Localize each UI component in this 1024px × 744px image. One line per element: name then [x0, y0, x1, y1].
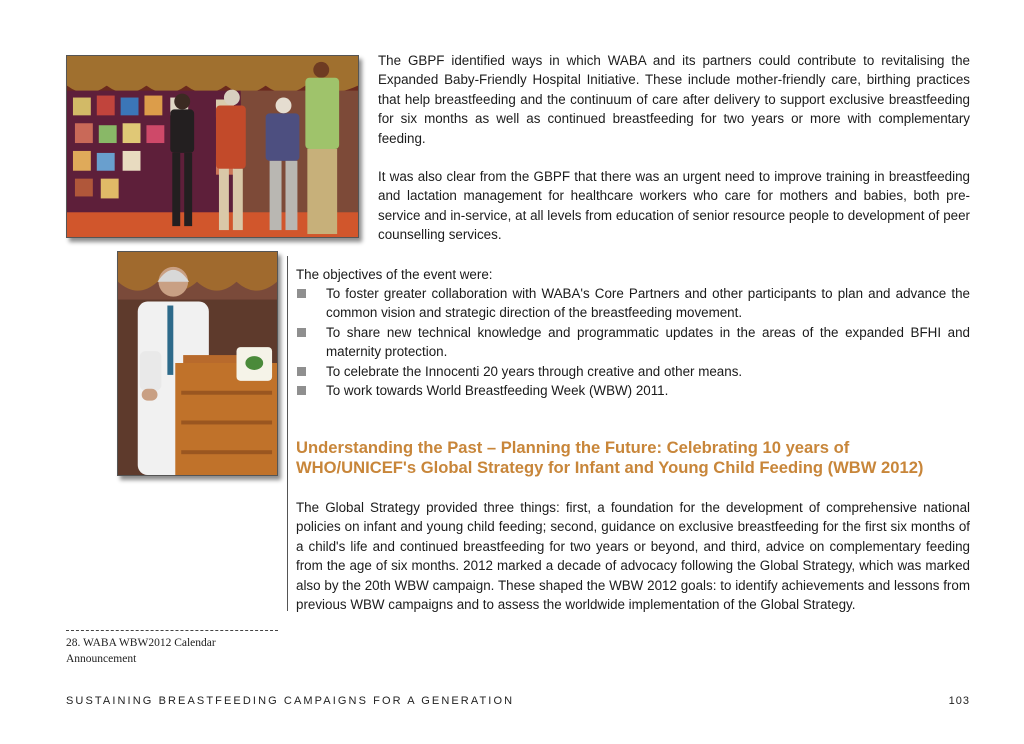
objective-text: To share new technical knowledge and programmatic updates in the areas of the expanded BFHI and maternity protection. — [326, 324, 970, 360]
footnote: 28. WABA WBW2012 Calendar Announcement — [66, 637, 216, 665]
objective-text: To foster greater collaboration with WABA's Core Partners and other participants to plan and advance the common vision and strategic direction of the breastfeeding movement. — [326, 286, 970, 321]
footnote-divider — [66, 630, 278, 631]
intro-paragraph-2: It was also clear from the GBPF that there was an urgent need to improve training in breastfeeding and lactation management for healthcare workers who care for mothers and babies, both pre-service and in-service, at all levels from education of senior resource people to development of peer counselling services. — [378, 169, 970, 243]
list-item — [296, 362, 970, 381]
objectives-intro: The objectives of the event were: — [296, 267, 493, 282]
intro-paragraph-1: The GBPF identified ways in which WABA and its partners could contribute to revitalising the Expanded Baby-Friendly Hospital Initiative. These include mother-friendly care, birthing practices that help breastfeeding and the continuum of care after delivery to support exclusive breastfeeding for six months as well as continued breastfeeding for two years or more with complementary feeding. — [378, 53, 970, 146]
section-heading: Understanding the Past – Planning the Future: Celebrating 10 years of WHO/UNICEF's Global Strategy for Infant and Young Child Feeding (WBW 2012) — [296, 438, 924, 477]
section-body: The Global Strategy provided three things: first, a foundation for the development of comprehensive national policies on infant and young child feeding; second, guidance on exclusive breastfeeding for the first six months of a child's life and continued breastfeeding for two years or beyond, and third, advice on complementary feeding from the age of six months. 2012 marked a decade of advocacy following the Global Strategy, which was marked also by the 20th WBW campaign. These shaped the WBW 2012 goals: to identify achievements and lessons from previous WBW campaigns and to assess the worldwide implementation of the Global Strategy. — [296, 500, 970, 613]
running-footer: SUSTAINING BREASTFEEDING CAMPAIGNS FOR A GENERATION — [66, 695, 515, 707]
photo-stage-group — [66, 55, 359, 238]
photo-speaker-podium — [117, 251, 278, 476]
page-number: 103 — [948, 695, 970, 707]
list-item — [296, 323, 970, 362]
column-divider — [287, 256, 288, 611]
list-item — [296, 284, 970, 323]
square-bullet-icon — [297, 289, 306, 298]
square-bullet-icon — [297, 386, 306, 395]
objective-text: To work towards World Breastfeeding Week (WBW) 2011. — [326, 383, 669, 399]
list-item — [296, 381, 970, 400]
square-bullet-icon — [297, 367, 306, 376]
square-bullet-icon — [297, 328, 306, 337]
objective-text: To celebrate the Innocenti 20 years through creative and other means. — [326, 363, 743, 379]
objectives-list — [296, 284, 970, 400]
